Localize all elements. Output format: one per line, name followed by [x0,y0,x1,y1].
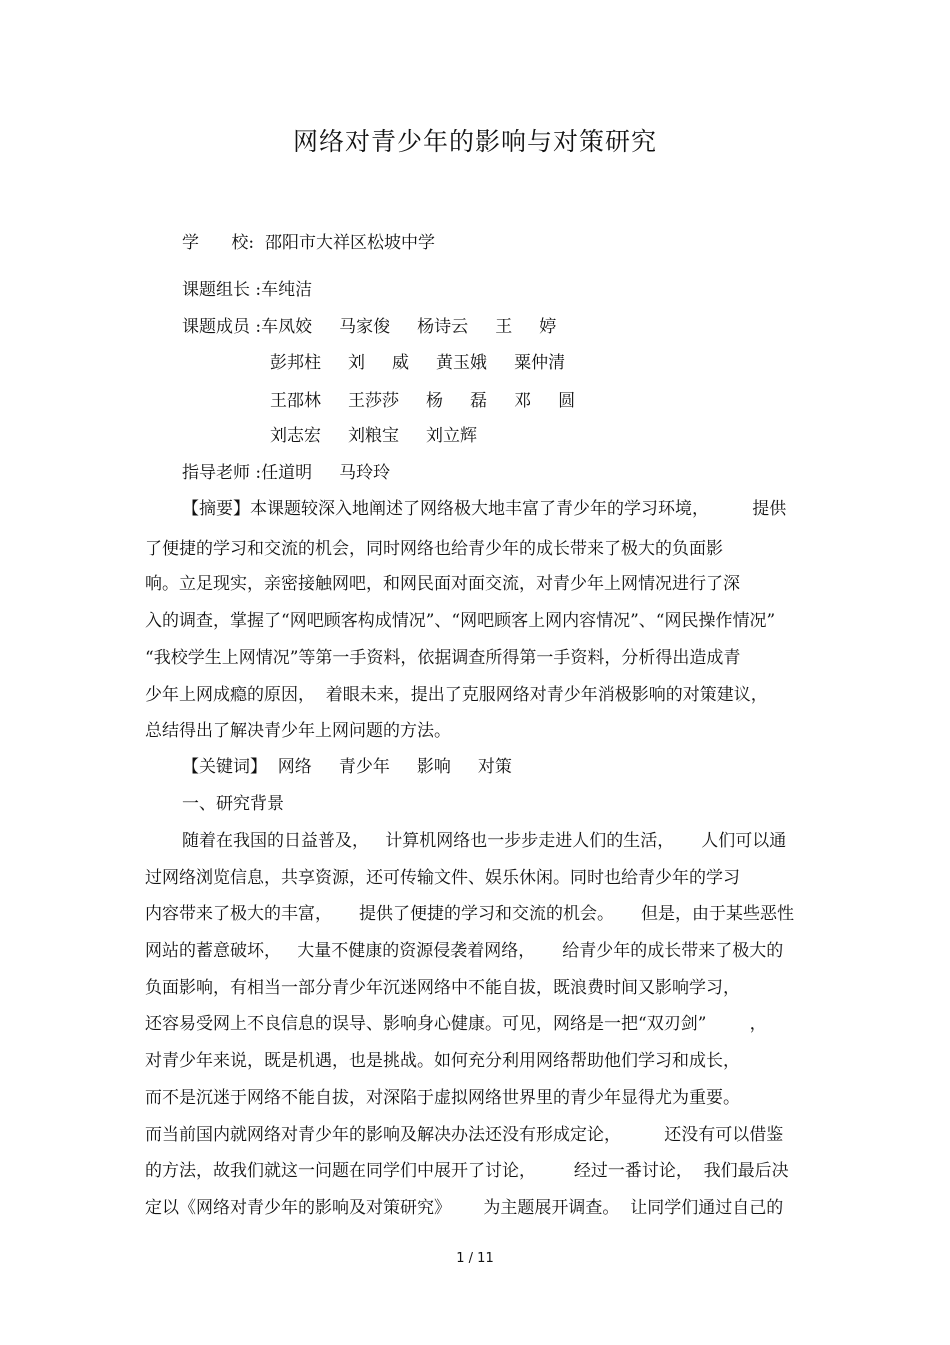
document-title: 网络对青少年的影响与对策研究 [292,127,657,156]
body-line: 的方法，故我们就这一问题在同学们中展开了讨论， 经过一番讨论， 我们最后决 [145,1161,789,1181]
abstract-line: 总结得出了解决青少年上网问题的方法。 [145,721,451,741]
members-line: 王邵林 王莎莎 杨 磊 邓 圆 [270,391,576,411]
section-heading: 一、研究背景 [182,794,284,814]
school-line: 学 校: 邵阳市大祥区松坡中学 [182,233,435,253]
members-line: 课题成员 :车凤姣 马家俊 杨诗云 王 婷 [182,317,557,337]
keywords-line: 【关键词】 网络 青少年 影响 对策 [182,757,512,777]
body-line: 负面影响，有相当一部分青少年沉迷网络中不能自拔，既浪费时间又影响学习， [145,978,740,998]
page-number: 1 / 11 [456,1251,494,1266]
abstract-line: 响。立足现实，亲密接触网吧，和网民面对面交流，对青少年上网情况进行了深 [145,574,740,594]
members-line: 彭邦柱 刘 威 黄玉娥 粟仲清 [270,353,566,373]
body-line: 对青少年来说，既是机遇，也是挑战。如何充分利用网络帮助他们学习和成长， [145,1051,740,1071]
body-line: 网站的蓄意破坏， 大量不健康的资源侵袭着网络， 给青少年的成长带来了极大的 [145,941,784,961]
abstract-line: 入的调查，掌握了“网吧顾客构成情况”、“网吧顾客上网内容情况”、“网民操作情况” [145,611,776,631]
body-line: 而当前国内就网络对青少年的影响及解决办法还没有形成定论， 还没有可以借鉴 [145,1125,784,1145]
abstract-line: “我校学生上网情况”等第一手资料，依据调查所得第一手资料，分析得出造成青 [145,648,741,668]
body-line: 内容带来了极大的丰富， 提供了便捷的学习和交流的机会。 但是，由于某些恶性 [145,904,795,924]
abstract-line: 了便捷的学习和交流的机会，同时网络也给青少年的成长带来了极大的负面影 [145,539,723,559]
body-line: 定以《网络对青少年的影响及对策研究》 为主题展开调查。 让同学们通过自己的 [145,1198,784,1218]
advisor-line: 指导老师 :任道明 马玲玲 [182,463,391,483]
abstract-line: 【摘要】本课题较深入地阐述了网络极大地丰富了青少年的学习环境， 提供 [182,499,787,519]
members-line: 刘志宏 刘粮宝 刘立辉 [270,426,478,446]
body-line: 随着在我国的日益普及， 计算机网络也一步步走进人们的生活， 人们可以通 [182,831,787,851]
abstract-line: 少年上网成瘾的原因， 着眼未来，提出了克服网络对青少年消极影响的对策建议， [145,685,768,705]
body-line: 过网络浏览信息，共享资源，还可传输文件、娱乐休闲。同时也给青少年的学习 [145,868,740,888]
body-line: 还容易受网上不良信息的误导、影响身心健康。可见，网络是一把“双刃剑” ， [145,1014,767,1034]
leader-line: 课题组长 :车纯洁 [182,280,313,300]
body-line: 而不是沉迷于网络不能自拔，对深陷于虚拟网络世界里的青少年显得尤为重要。 [145,1088,740,1108]
